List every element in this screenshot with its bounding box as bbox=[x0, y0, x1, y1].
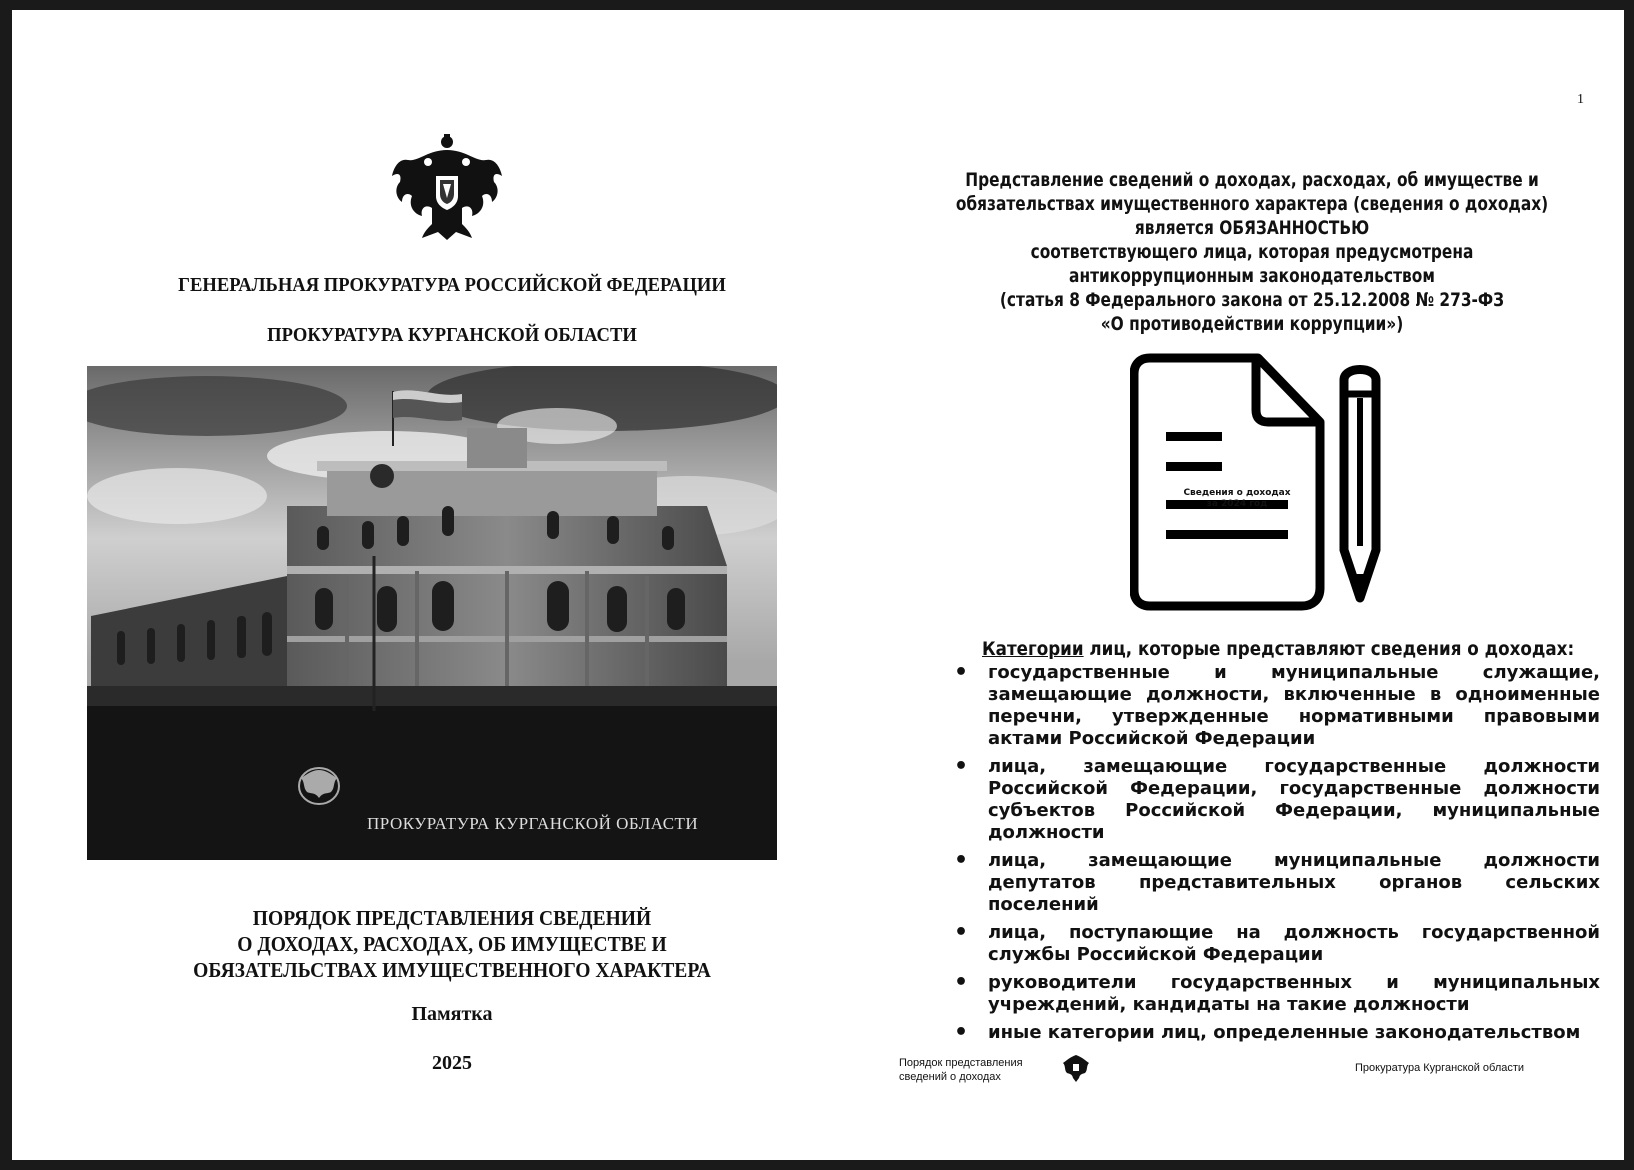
title-line: ОБЯЗАТЕЛЬСТВАХ ИМУЩЕСТВЕННОГО ХАРАКТЕРА bbox=[193, 958, 711, 982]
list-item: • лица, поступающие на должность государственной службы Российской Федерации bbox=[950, 922, 1600, 966]
footer-left-line: Порядок представления bbox=[899, 1057, 1023, 1069]
building-photo bbox=[87, 366, 777, 860]
categories-heading-text: лиц, которые представляют сведения о доходах: bbox=[1083, 638, 1575, 660]
memo-label: Памятка bbox=[411, 1003, 493, 1025]
title-line: ПОРЯДОК ПРЕДСТАВЛЕНИЯ СВЕДЕНИЙ bbox=[252, 906, 652, 930]
list-item: • лица, замещающие муниципальные должности депутатов представительных органов сельских поселений bbox=[950, 850, 1600, 916]
document-with-pencil-icon bbox=[1130, 350, 1400, 622]
org-main-heading: ГЕНЕРАЛЬНАЯ ПРОКУРАТУРА РОССИЙСКОЙ ФЕДЕРАЦИИ bbox=[178, 274, 726, 296]
emblem-icon bbox=[388, 132, 506, 244]
org-sub-heading: ПРОКУРАТУРА КУРГАНСКОЙ ОБЛАСТИ bbox=[267, 324, 637, 346]
intro-line bbox=[946, 216, 1558, 240]
list-item: • государственные и муниципальные служащие, замещающие должности, включенные в одноименные перечни, утвержденные нормативными правовыми актами Российской Федерации bbox=[950, 662, 1600, 750]
intro-text: является bbox=[1134, 217, 1220, 239]
footer-emblem-icon bbox=[1062, 1053, 1090, 1083]
categories-list bbox=[950, 662, 1600, 1050]
icon-caption-line: за 2024 год bbox=[1206, 499, 1268, 509]
intro-line: (статья 8 Федерального закона от 25.12.2008 № 273-ФЗ bbox=[999, 289, 1505, 311]
photo-caption: ПРОКУРАТУРА КУРГАНСКОЙ ОБЛАСТИ bbox=[367, 814, 699, 833]
list-item: • лица, замещающие государственные должности Российской Федерации, государственные должности субъектов Российской Федерации, муниципальные должности bbox=[950, 756, 1600, 844]
categories-heading bbox=[982, 638, 1574, 660]
footer-right: Прокуратура Курганской области bbox=[1355, 1062, 1525, 1074]
page-number: 1 bbox=[1577, 92, 1584, 107]
list-item: • руководители государственных и муниципальных учреждений, кандидаты на такие должности bbox=[950, 972, 1600, 1016]
intro-line: соответствующего лица, которая предусмотрена bbox=[1030, 241, 1474, 263]
intro-line: антикоррупционным законодательством bbox=[1069, 265, 1435, 287]
categories-heading-underlined: Категории bbox=[982, 638, 1084, 660]
icon-caption-line: Сведения о доходах bbox=[1183, 488, 1291, 498]
icon-caption bbox=[1172, 488, 1302, 510]
intro-line: обязательствах имущественного характера (сведения о доходах) bbox=[955, 193, 1549, 215]
document-title bbox=[164, 905, 741, 983]
title-line: О ДОХОДАХ, РАСХОДАХ, ОБ ИМУЩЕСТВЕ И bbox=[237, 932, 667, 956]
intro-line: «О противодействии коррупции») bbox=[1100, 313, 1404, 335]
intro-line: Представление сведений о доходах, расходах, об имуществе и bbox=[965, 169, 1539, 191]
footer-left bbox=[899, 1056, 1023, 1084]
intro-paragraph bbox=[946, 168, 1558, 336]
obligation-emphasis: ОБЯЗАННОСТЬЮ bbox=[1219, 217, 1370, 239]
list-item: • иные категории лиц, определенные законодательством bbox=[950, 1022, 1600, 1044]
scanned-sheet bbox=[12, 10, 1624, 1160]
year-label: 2025 bbox=[432, 1052, 472, 1074]
footer-left-line: сведений о доходах bbox=[899, 1071, 1001, 1083]
